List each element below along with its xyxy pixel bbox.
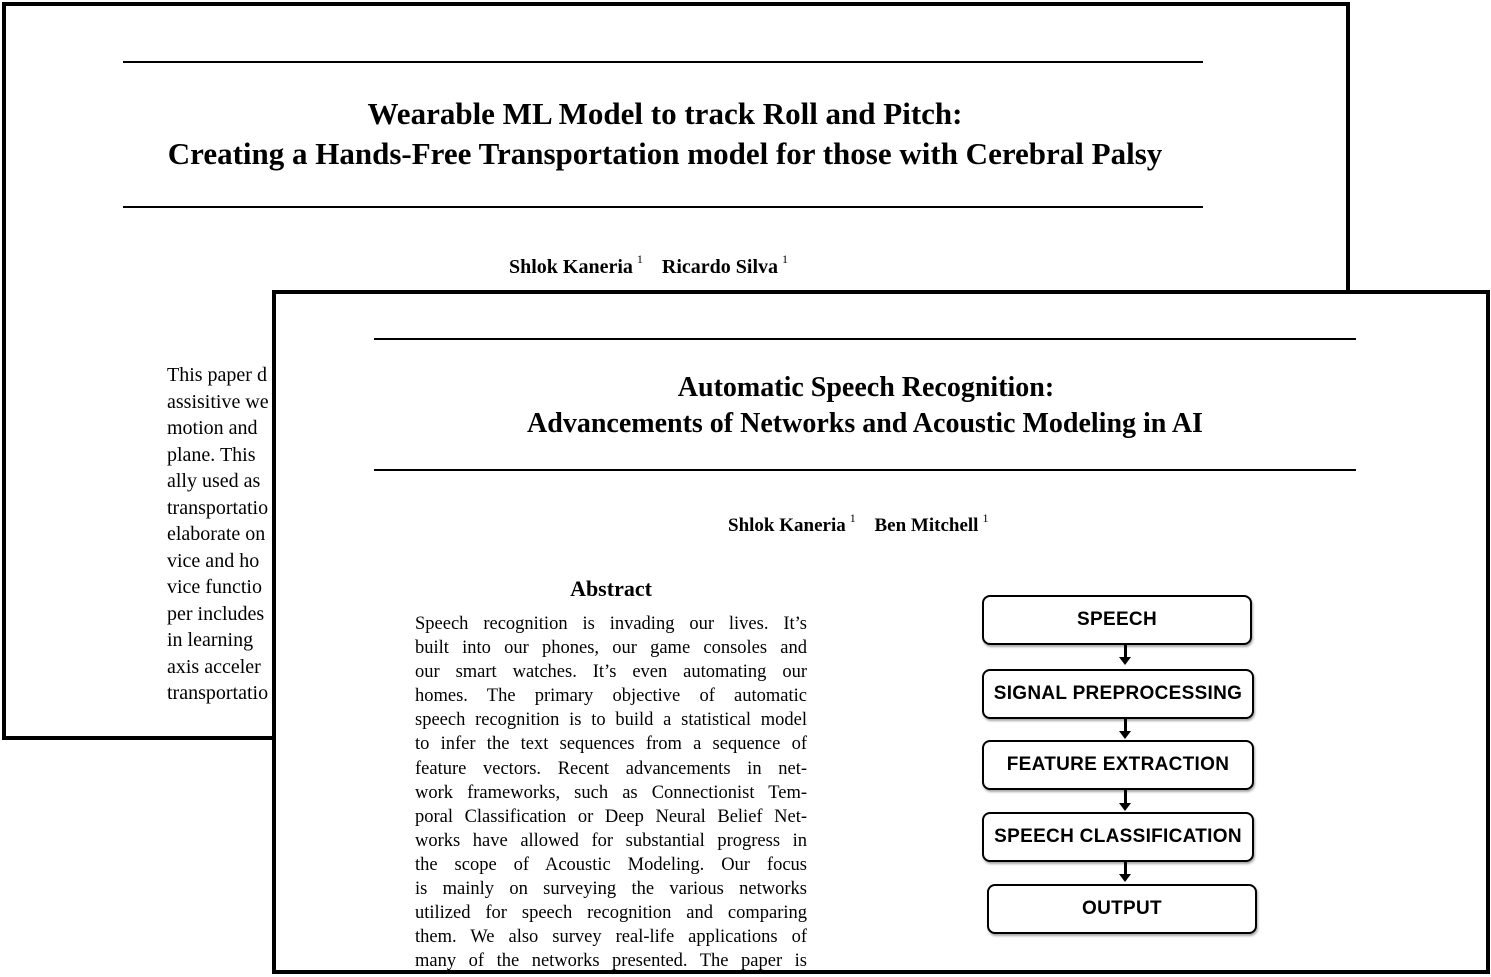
text-line: transportatio — [167, 496, 269, 519]
abstract-line: built into our phones, our game consoles and — [415, 638, 807, 659]
abstract-line: work frameworks, such as Connectionist Tem- — [415, 782, 807, 803]
abstract-line: the scope of Acoustic Modeling. Our focus — [415, 854, 807, 875]
abstract-text-fragment — [167, 362, 269, 707]
abstract-line: homes. The primary objective of automatic — [415, 686, 807, 707]
author-list — [509, 252, 802, 279]
flow-box-output: OUTPUT — [987, 884, 1257, 934]
abstract-line: works have allowed for substantial progress in — [415, 830, 807, 851]
text-line: motion and — [167, 417, 258, 439]
abstract-line: to infer the text sequences from a sequence of — [415, 734, 807, 755]
text-line: in learning — [167, 629, 254, 651]
flow-box-signal-preprocessing: SIGNAL PREPROCESSING — [982, 669, 1254, 719]
text-line: axis acceler — [167, 655, 261, 678]
abstract-line: speech recognition is to build a statistical model — [415, 710, 807, 731]
text-line: per includes — [167, 602, 265, 625]
flow-box-speech: SPEECH — [982, 595, 1252, 645]
abstract-line: our smart watches. It’s even automating our — [415, 662, 807, 683]
text-line: ally used as — [167, 470, 261, 492]
author: Ben Mitchell $^1$ — [874, 511, 989, 536]
front-paper — [272, 290, 1490, 974]
title-line-2: Advancements of Networks and Acoustic Modeling in AI — [527, 408, 1203, 439]
text-line: vice and ho — [167, 549, 260, 572]
abstract-line: Speech recognition is invading our lives. It’s — [415, 614, 807, 634]
author-list — [728, 511, 1002, 537]
abstract-heading: Abstract — [570, 576, 652, 601]
bottom-rule — [123, 206, 1203, 208]
text-line: This paper d — [167, 364, 267, 386]
top-rule — [374, 338, 1356, 340]
paper-title — [6, 94, 1324, 174]
title-line-1: Automatic Speech Recognition: — [677, 372, 1055, 403]
paper-title — [276, 370, 1454, 442]
abstract-line: utilized for speech recognition and comparing — [415, 903, 807, 924]
text-line: vice functio — [167, 576, 262, 598]
abstract-line: is mainly on surveying the various networks — [415, 879, 807, 900]
abstract-line: poral Classification or Deep Neural Belief Net- — [415, 806, 807, 827]
author: Shlok Kaneria $^1$ — [728, 511, 856, 536]
author: Ricardo Silva $^1$ — [661, 252, 789, 278]
text-line: transportatio — [167, 682, 269, 704]
text-line: assisitive we — [167, 390, 269, 413]
abstract-line: them. We also survey real-life applications of — [415, 927, 807, 948]
flow-box-speech-classification: SPEECH CLASSIFICATION — [982, 812, 1254, 862]
abstract-line: feature vectors. Recent advancements in net- — [415, 758, 807, 779]
abstract-line: many of the networks presented. The paper is — [415, 951, 807, 972]
top-rule — [123, 61, 1203, 63]
bottom-rule — [374, 469, 1356, 471]
abstract-body — [415, 612, 807, 973]
title-line-1: Wearable ML Model to track Roll and Pitch: — [367, 96, 963, 131]
text-line: elaborate on — [167, 523, 266, 545]
flow-box-feature-extraction: FEATURE EXTRACTION — [982, 740, 1254, 790]
author: Shlok Kaneria $^1$ — [509, 252, 643, 278]
title-line-2: Creating a Hands-Free Transportation model for those with Cerebral Palsy — [167, 136, 1163, 171]
text-line: plane. This — [167, 443, 256, 466]
